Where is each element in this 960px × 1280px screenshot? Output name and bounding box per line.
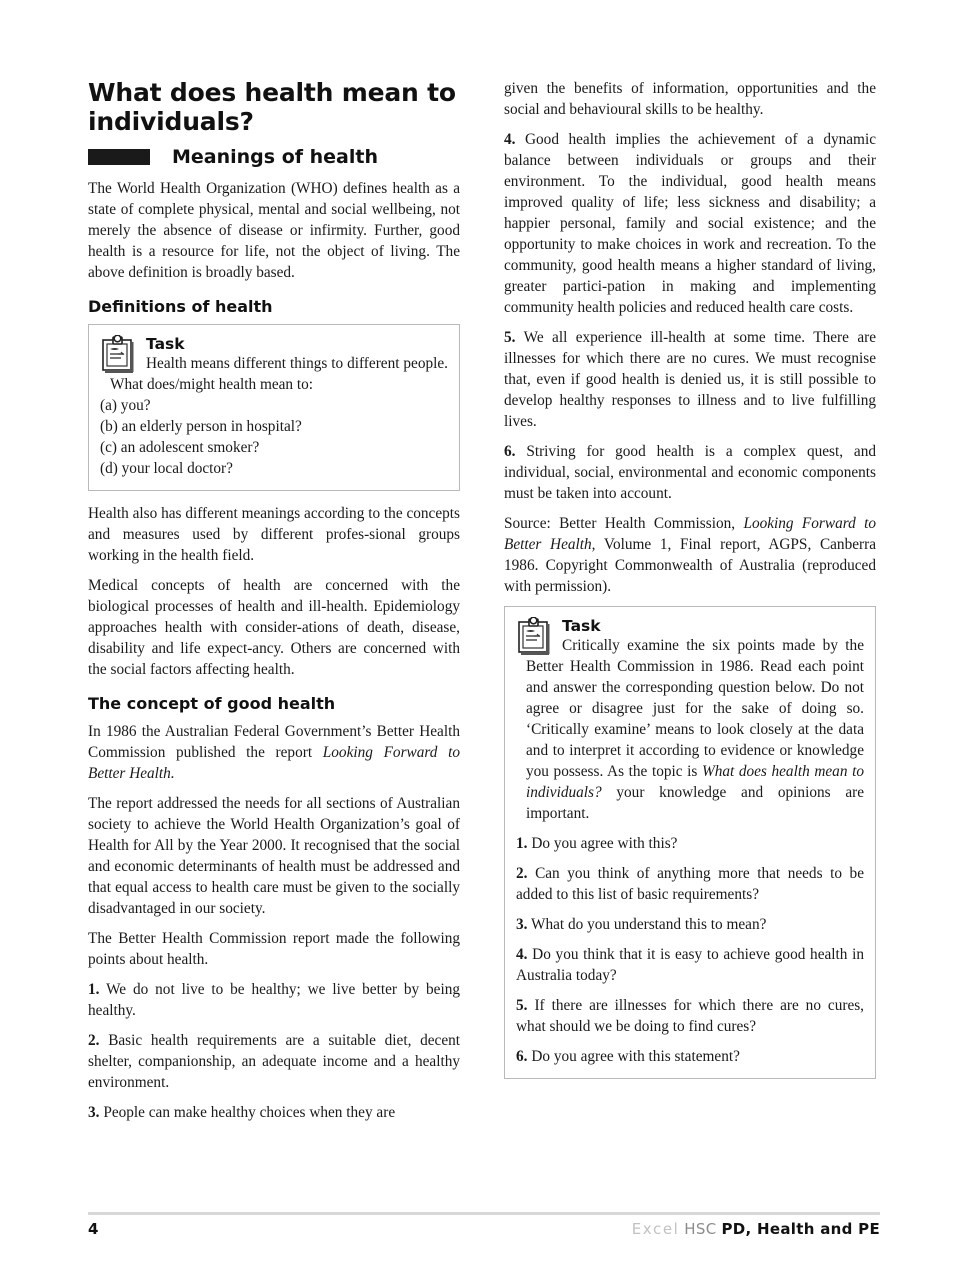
point-text: Striving for good health is a complex quest, and individual, social, environmental and economic components must be taken into account. [504,443,877,502]
task-question [516,944,864,986]
point-text: Basic health requirements are a suitable diet, decent shelter, companionship, an adequate income and a healthy environment. [88,1032,461,1091]
footer-book-title [632,1220,880,1238]
clipboard-icon [100,335,136,373]
task-box-title: Task [562,617,601,635]
two-column-layout [88,78,880,1178]
question-text: Do you think that it is easy to achieve good health in Australia today? [516,946,864,984]
task-box-title: Task [146,335,185,353]
paragraph-1986-text: In 1986 the Australian Federal Government’s Better Health Commission published the report [88,723,460,761]
point-number: 6. [504,443,516,460]
task-question-list [516,833,864,1067]
question-number: 4. [516,946,528,963]
task-question [516,995,864,1037]
footer-divider [88,1212,880,1215]
question-number: 3. [516,916,528,933]
page-footer [88,1220,880,1238]
task-intro-prefix: Critically examine the six points made by the Better Health Commission in 1986. Read each point and answer the corresponding question below. Do not agree or disagree just for the sake of doing so. ‘Critically examine’ means to look closely at the data and to interpret it according to evidence or knowledge you possess. As the topic is [526,637,864,780]
task-intro-italic-topic: What does health mean to individuals? [526,763,864,801]
footer-subject: PD, Health and PE [721,1220,880,1238]
task-box-content [100,334,448,479]
task-box-intro [516,635,864,824]
task-box-critical-examine [504,606,876,1079]
numbered-point [88,1030,460,1093]
section-bar-decoration [88,149,150,165]
question-text: Do you agree with this? [531,835,678,852]
numbered-point [88,1102,460,1123]
section-heading: Meanings of health [172,146,378,168]
numbered-point [504,129,876,318]
question-number: 2. [516,865,528,882]
numbered-point [504,327,876,432]
source-suffix: Volume 1, Final report, AGPS, Canberra 1986. Copyright Commonwealth of Australia (reproduced with permission). [504,536,876,595]
definitions-heading: Definitions of health [88,297,273,316]
point-number: 4. [504,131,516,148]
list-item: (a) you? [100,397,151,414]
task-box-item-list [100,395,448,479]
intro-paragraph: The World Health Organization (WHO) defines health as a state of complete physical, mental and social wellbeing, not merely the absence of disease or infirmity. Further, good health is a resource for life, not the object of living. The above definition is broadly based. [88,180,460,281]
list-item: (c) an adolescent smoker? [100,439,260,456]
point-text: People can make healthy choices when they are [103,1104,396,1121]
question-number: 1. [516,835,528,852]
question-text: What do you understand this to mean? [531,916,767,933]
right-column [504,78,876,1091]
paragraph-report-addressed: The report addressed the needs for all sections of Australian society to achieve the World Health Organization’s goal of Health for All by the Year 2000. It recognised that the social and economic determinants of health must be addressed and that equal access to health care must be given to the socially disadvantaged in our society. [88,795,460,917]
task-question [516,914,864,935]
point-number: 1. [88,981,100,998]
task-box-intro: Health means different things to different people. What does/might health mean to: [110,355,448,393]
task-intro-suffix: your knowledge and opinions are important. [526,784,864,822]
paragraph-continuation: given the benefits of information, opportunities and the social and behavioural skills to be healthy. [504,80,876,118]
left-column [88,78,460,1123]
paragraph-medical-concepts: Medical concepts of health are concerned with the biological processes of health and ill-health. Epidemiology approaches health with consider-ations of death, disease, disability and life expect-ancy. Others are concerned with the social factors affecting health. [88,577,460,678]
task-question [516,863,864,905]
point-text: We do not live to be healthy; we live better by being healthy. [88,981,460,1019]
task-box-definitions [88,324,460,491]
footer-brand: Excel [631,1220,680,1238]
question-text: If there are illnesses for which there are no cures, what should we be doing to find cures? [516,997,865,1035]
question-text: Can you think of anything more that needs to be added to this list of basic requirements? [516,865,864,903]
source-citation [504,513,876,597]
clipboard-icon [516,617,552,655]
point-text: We all experience ill-health at some time. There are illnesses for which there are no cures. We must recognise that, even if good health is denied us, it is still possible to develop healthy responses to illness and to live fulfilling lives. [504,329,876,430]
source-title-italic: Looking Forward to Better Health, [504,515,876,553]
question-text: Do you agree with this statement? [531,1048,740,1065]
numbered-point [504,441,876,504]
point-number: 5. [504,329,516,346]
paragraph-meanings: Health also has different meanings according to the concepts and measures used by different profes-sional groups working in the health field. [88,505,460,564]
paragraph-1986-report [88,721,460,784]
point-text: Good health implies the achievement of a dynamic balance between individuals or groups and their environment. To the individual, good health means improved quality of life; less sickness and disability; a happier personal, family and social existence; and the opportunity to make choices in work and recreation. To the community, good health means a higher standard of living, greater partici-pation in making and implementing community health policies and reduced health care costs. [504,131,876,316]
report-title-italic: Looking Forward to Better Health. [88,744,460,782]
footer-page-number: 4 [88,1220,99,1238]
point-number: 2. [88,1032,100,1049]
question-number: 6. [516,1048,528,1065]
footer-level: HSC [684,1220,717,1238]
point-number: 3. [88,1104,100,1121]
source-prefix: Source: Better Health Commission, [504,515,744,532]
list-item: (d) your local doctor? [100,460,233,477]
numbered-point [88,979,460,1021]
page-title: What does health mean to individuals? [88,78,456,136]
task-question [516,833,864,854]
list-item: (b) an elderly person in hospital? [100,418,302,435]
task-box-content [516,616,864,824]
task-question [516,1046,864,1067]
concept-good-health-heading: The concept of good health [88,694,336,713]
question-number: 5. [516,997,528,1014]
paragraph-points-intro: The Better Health Commission report made the following points about health. [88,930,460,968]
section-heading-row [88,146,460,168]
